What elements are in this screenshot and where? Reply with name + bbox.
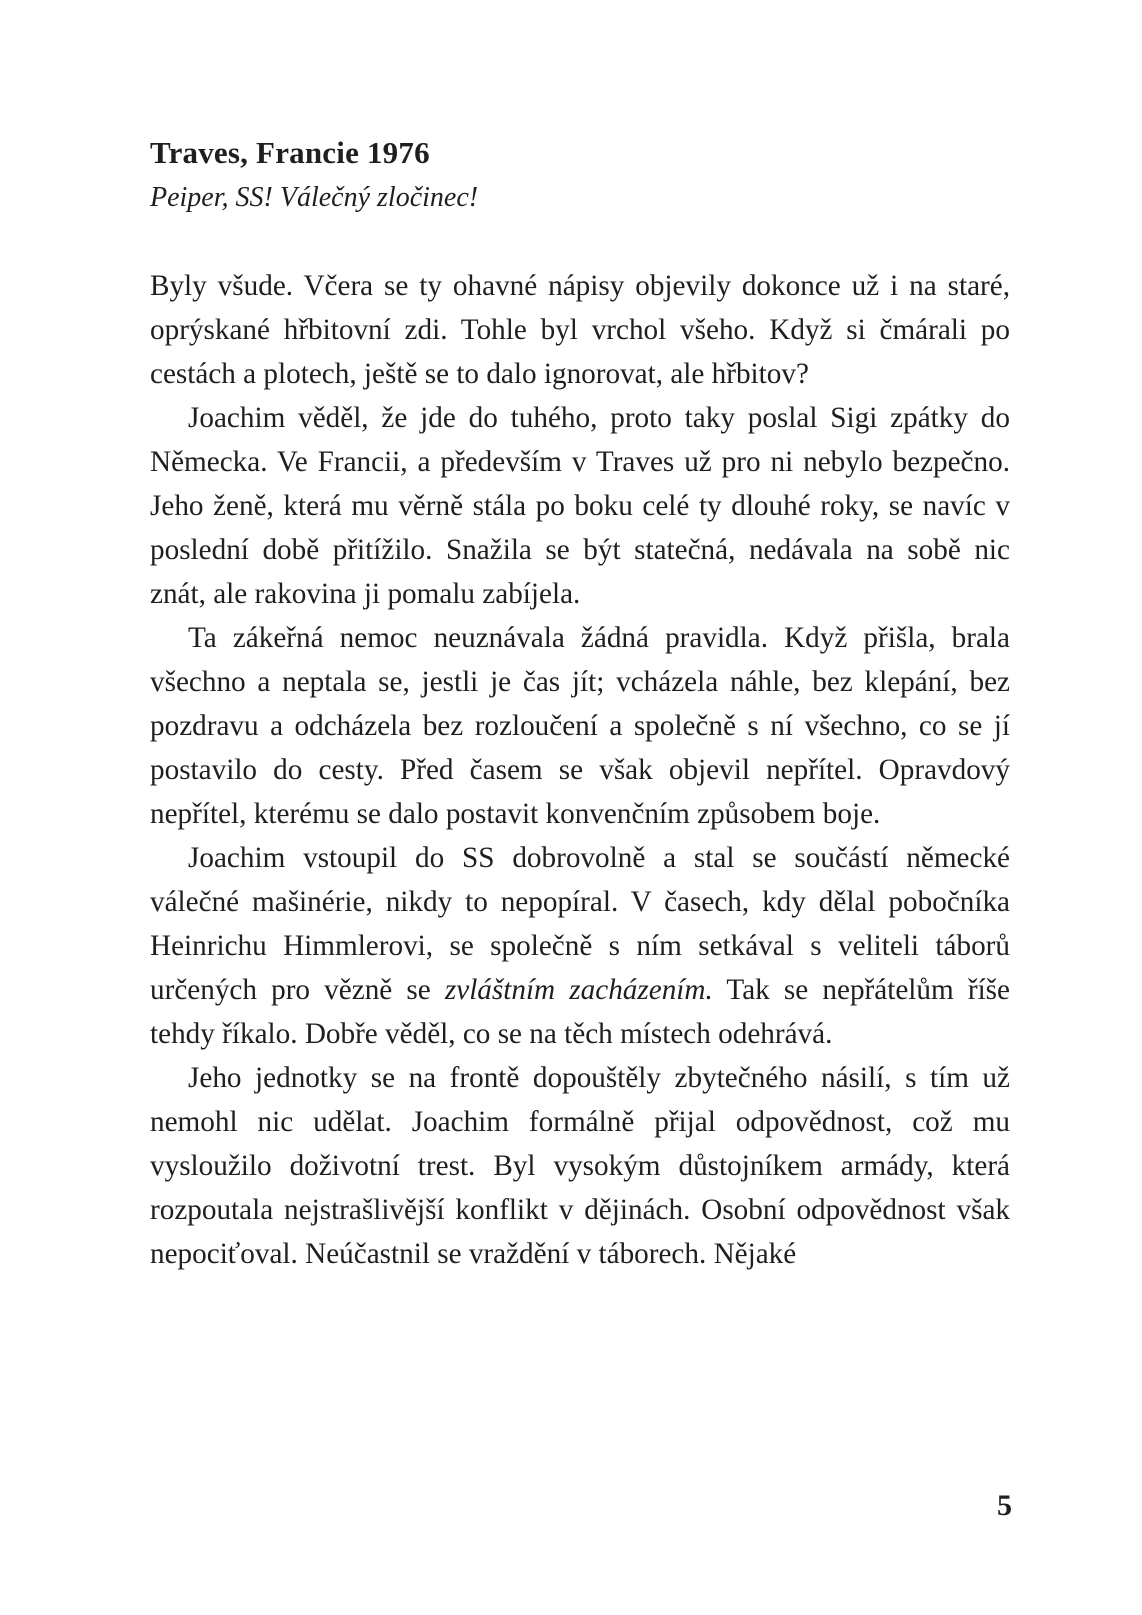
paragraph-2: Joachim věděl, že jde do tuhého, proto taky poslal Sigi zpátky do Německa. Ve Francii, a především v Traves už pro ni nebylo bezpečno. Jeho ženě, která mu věrně stála po boku celé ty dlouhé roky, se navíc v poslední době přitížilo. Snažila se být statečná, nedávala na sobě nic znát, ale rakovina ji pomalu zabíjela. bbox=[150, 402, 1010, 610]
paragraph-1: Byly všude. Včera se ty ohavné nápisy objevily dokonce už i na staré, oprýskané hřbitovní zdi. Tohle byl vrchol všeho. Když si čmárali po cestách a plotech, ještě se to dalo ignorovat, ale hřbitov? bbox=[150, 270, 1010, 390]
chapter-subheading: Peiper, SS! Válečný zločinec! bbox=[150, 182, 479, 213]
paragraph-4-text-after: Tak se nepřátelům říše tehdy říkalo. Dobře věděl, co se na těch místech odehrává. bbox=[150, 974, 1010, 1050]
body-text bbox=[150, 264, 1010, 1276]
paragraph-4-emphasis: zvláštním zacházením. bbox=[444, 974, 713, 1006]
chapter-heading: Traves, Francie 1976 bbox=[150, 135, 430, 170]
paragraph-3: Ta zákeřná nemoc neuznávala žádná pravidla. Když přišla, brala všechno a neptala se, jestli je čas jít; vcházela náhle, bez klepání, bez pozdravu a odcházela bez rozloučení a společně s ní všechno, co se jí postavilo do cesty. Před časem se však objevil nepřítel. Opravdový nepřítel, kterému se dalo postavit konvenčním způsobem boje. bbox=[150, 622, 1010, 830]
paragraph-4 bbox=[150, 836, 1010, 1056]
page-number: 5 bbox=[997, 1489, 1012, 1522]
paragraph-4-text-before: Joachim vstoupil do SS dobrovolně a stal se součástí německé válečné mašinérie, nikdy to nepopíral. V časech, kdy dělal pobočníka Heinrichu Himmlerovi, se společně s ním setkával s veliteli táborů určených pro vězně se bbox=[150, 842, 1010, 1006]
paragraph-5: Jeho jednotky se na frontě dopouštěly zbytečného násilí, s tím už nemohl nic udělat. Joachim formálně přijal odpovědnost, což mu vysloužilo doživotní trest. Byl vysokým důstojníkem armády, která rozpoutala nejstrašlivější konflikt v dějinách. Osobní odpovědnost však nepociťoval. Neúčastnil se vraždění v táborech. Nějaké bbox=[150, 1062, 1010, 1270]
